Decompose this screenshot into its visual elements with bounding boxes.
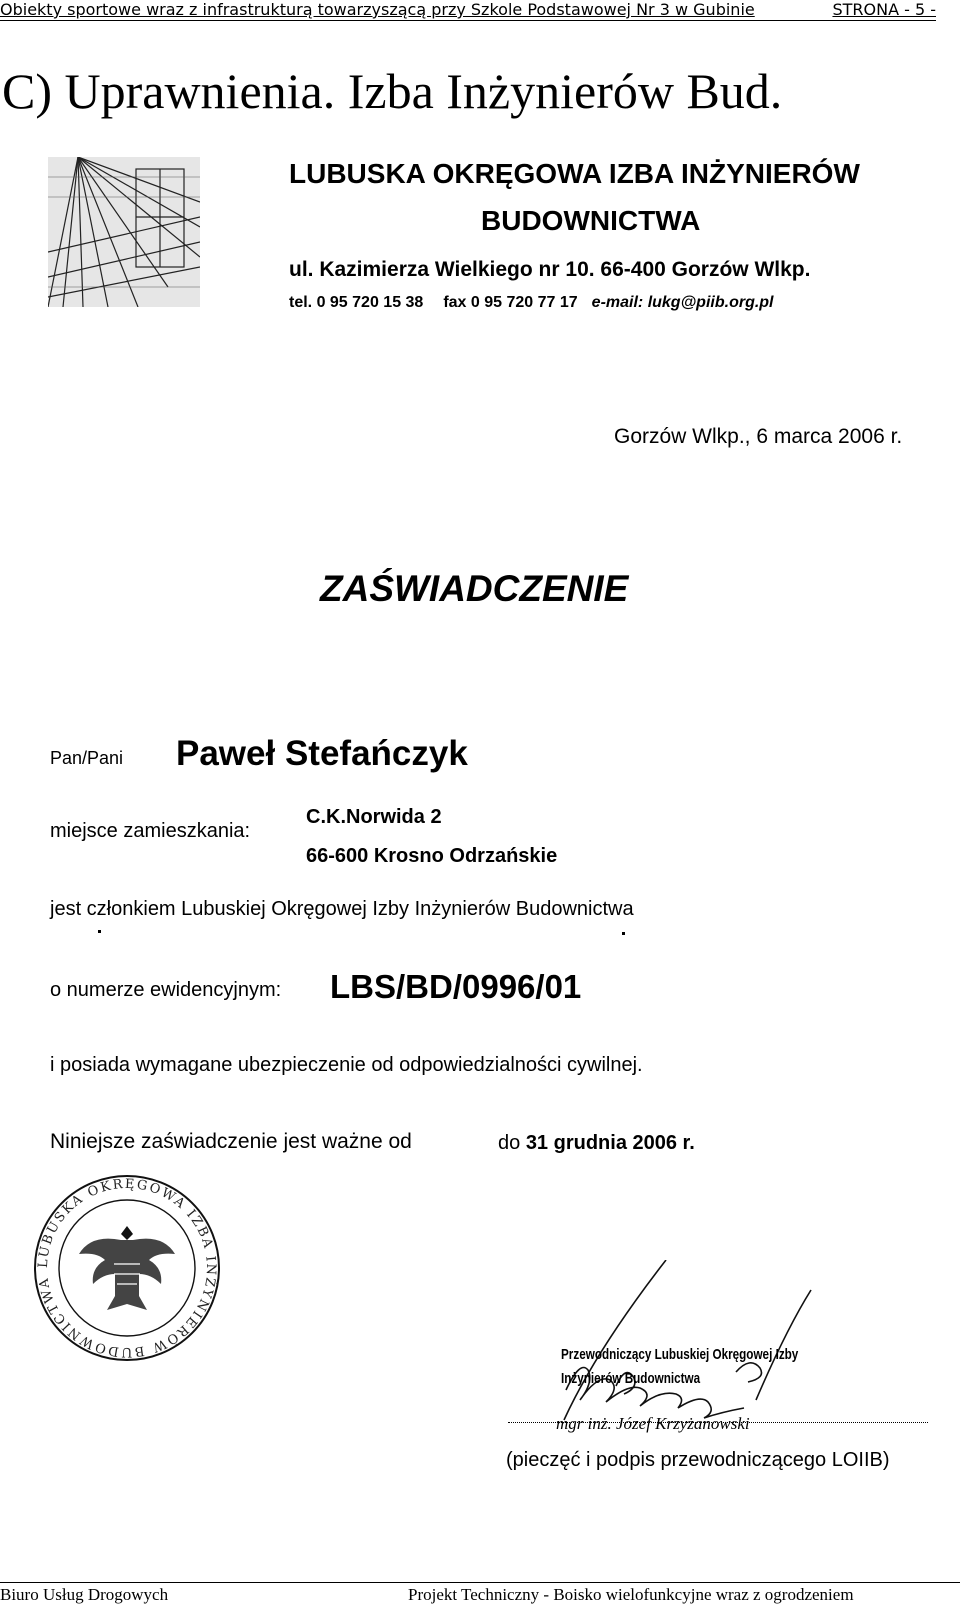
org-contact-line [289,294,774,312]
page-number-label: STRONA - 5 - [832,0,936,19]
seal-ring-text: LUBUSKA OKRĘGOWA IZBA INŻYNIERÓW BUDOWNICTWA [35,1176,219,1360]
org-phone: tel. 0 95 720 15 38 [289,294,424,311]
validity-until-prefix: do [498,1132,521,1154]
validity-until-date: 31 grudnia 2006 r. [525,1132,695,1154]
residence-line2: 66-600 Krosno Odrzańskie [306,845,558,867]
residence-label: miejsce zamieszkania: [50,820,251,842]
section-title: C) Uprawnienia. Izba Inżynierów Bud. [2,63,783,119]
scan-speck [98,930,101,933]
insurance-statement: i posiada wymagane ubezpieczenie od odpowiedzialności cywilnej. [50,1054,643,1076]
chamber-logo [48,157,200,307]
org-address: ul. Kazimierza Wielkiego nr 10. 66-400 Gorzów Wlkp. [289,258,811,281]
footer-left-text: Biuro Usług Drogowych [0,1585,169,1604]
scan-speck [622,932,625,935]
stamp-title-line2: Inżynierów Budownictwa [561,1370,701,1387]
registration-number: LBS/BD/0996/01 [330,968,582,1005]
org-name-line2: BUDOWNICTWA [481,205,701,236]
validity-until [498,1132,695,1155]
registration-label: o numerze ewidencyjnym: [50,979,282,1001]
org-name-line1: LUBUSKA OKRĘGOWA IZBA INŻYNIERÓW [289,158,860,189]
header-divider [0,20,936,21]
page-header-title: Obiekty sportowe wraz z infrastrukturą towarzyszącą przy Szkole Podstawowej Nr 3 w Gubinie [0,0,755,19]
validity-label: Niniejsze zaświadczenie jest ważne od [50,1130,412,1153]
org-email: e-mail: lukg@piib.org.pl [591,294,774,311]
membership-statement: jest członkiem Lubuskiej Okręgowej Izby Inżynierów Budownictwa [50,898,634,920]
footer-divider [0,1582,960,1583]
handwritten-signature [556,1260,826,1430]
document-title: ZAŚWIADCZENIE [320,568,629,609]
signer-name: mgr inż. Józef Krzyżanowski [556,1414,750,1433]
stamp-title-line1: Przewodniczący Lubuskiej Okręgowej Izby [561,1346,799,1363]
org-fax: fax 0 95 720 77 17 [443,294,578,311]
name-label: Pan/Pani [50,748,124,768]
official-seal [22,1174,232,1362]
signature-caption: (pieczęć i podpis przewodniczącego LOIIB) [506,1449,890,1471]
footer-right-text: Projekt Techniczny - Boisko wielofunkcyjne wraz z ogrodzeniem [408,1585,854,1604]
residence-line1: C.K.Norwida 2 [306,806,442,828]
seal-eagle-icon [79,1226,175,1310]
document-date: Gorzów Wlkp., 6 marca 2006 r. [614,425,903,448]
holder-name: Paweł Stefańczyk [176,734,468,773]
